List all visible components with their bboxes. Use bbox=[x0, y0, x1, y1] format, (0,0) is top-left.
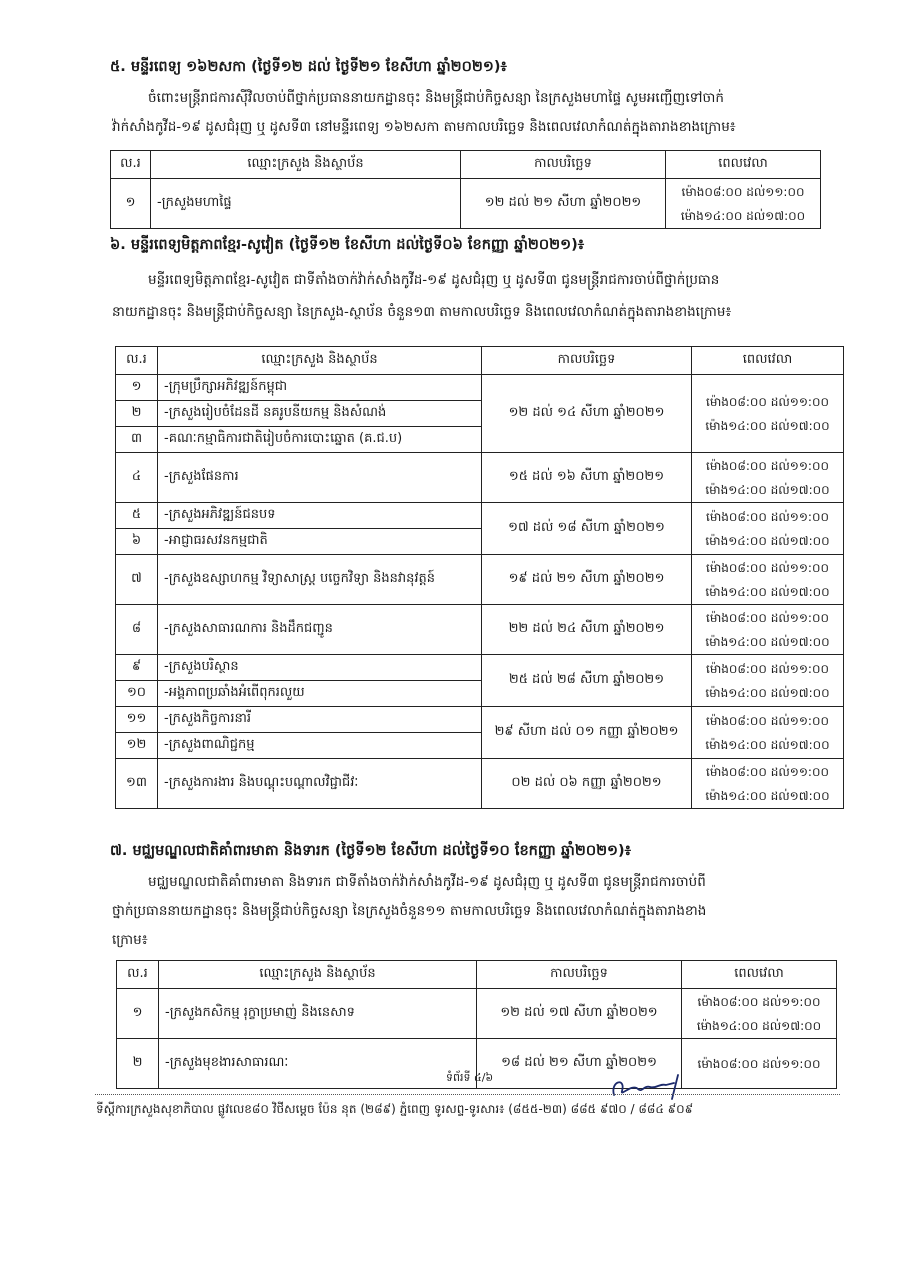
header-no: ល.រ bbox=[117, 961, 159, 989]
institution-name: -ក្រសួងកិច្ចការនារី bbox=[158, 707, 482, 733]
vaccination-time bbox=[692, 605, 844, 655]
section-7-table bbox=[116, 960, 837, 1089]
page-number: ទំព័រទី ៤/៦ bbox=[446, 1071, 494, 1084]
table-row bbox=[117, 989, 837, 1039]
footer-divider bbox=[95, 1094, 840, 1095]
header-no: ល.រ bbox=[111, 151, 151, 179]
institution-name: -ក្រសួងរៀបចំដែនដី នគរូបនីយកម្ម និងសំណង់ bbox=[158, 401, 482, 427]
vaccination-time bbox=[682, 989, 837, 1039]
time-afternoon: ម៉ោង១៤:០០ ដល់១៧:០០ bbox=[680, 208, 806, 223]
institution-name: -ក្រសួងមហាផ្ទៃ bbox=[151, 179, 461, 229]
institution-name: -ក្រសួងឧស្សាហកម្ម វិទ្យាសាស្ត្រ បច្ចេកវិទ្យា និងនវានុវត្តន៍ bbox=[158, 555, 482, 605]
time-morning: ម៉ោង០៨:០០ ដល់១១:០០ bbox=[681, 184, 805, 199]
table-header-row bbox=[111, 151, 821, 179]
table-row bbox=[116, 503, 844, 529]
vaccination-period: ១៥ ដល់ ១៦ សីហា ឆ្នាំ២០២១ bbox=[482, 453, 692, 503]
header-institution: ឈ្មោះក្រសួង និងស្ថាប័ន bbox=[158, 347, 482, 375]
signature-image bbox=[608, 1073, 688, 1101]
row-number: ៦ bbox=[116, 529, 158, 555]
vaccination-period: ១៩ ដល់ ២១ សីហា ឆ្នាំ២០២១ bbox=[482, 555, 692, 605]
row-number: ២ bbox=[116, 401, 158, 427]
vaccination-period: ២៥ ដល់ ២៨ សីហា ឆ្នាំ២០២១ bbox=[482, 655, 692, 707]
vaccination-period: ១៧ ដល់ ១៨ សីហា ឆ្នាំ២០២១ bbox=[482, 503, 692, 555]
vaccination-time bbox=[692, 453, 844, 503]
institution-name: -ក្រសួងពាណិជ្ជកម្ម bbox=[158, 733, 482, 759]
header-time: ពេលវេលា bbox=[692, 347, 844, 375]
vaccination-time bbox=[682, 1039, 837, 1089]
row-number: ១ bbox=[117, 989, 159, 1039]
row-number: ៩ bbox=[116, 655, 158, 681]
institution-name: -ក្រសួងអភិវឌ្ឍន៍ជនបទ bbox=[158, 503, 482, 529]
section-5-heading: ៥. មន្ទីរពេទ្យ ១៦២សកា (ថ្ងៃទី១២ ដល់ ថ្ងៃទី២១ ខែសីហា ឆ្នាំ២០២១)៖ bbox=[110, 59, 507, 75]
vaccination-period: ១២ ដល់ ១៤ សីហា ឆ្នាំ២០២១ bbox=[482, 375, 692, 453]
row-number: ៤ bbox=[116, 453, 158, 503]
table-row bbox=[116, 453, 844, 503]
footer-address: ទីស្តីការក្រសួងសុខាភិបាល ផ្លូវលេខ៨០ វិថីសម្តេច ប៉ែន នុត (២៨៩) ភ្នំពេញ ទូរសព្ទ-ទូរសារ៖ (៨៥៥-២៣) ៨៨៥ ៩៧០ / ៨៨៤ ៩០៩ bbox=[96, 1102, 694, 1116]
section-5-table bbox=[110, 150, 821, 229]
header-time: ពេលវេលា bbox=[666, 151, 821, 179]
table-row bbox=[116, 375, 844, 401]
vaccination-period: ០២ ដល់ ០៦ កញ្ញា ឆ្នាំ២០២១ bbox=[482, 759, 692, 809]
row-number: ១១ bbox=[116, 707, 158, 733]
time-afternoon: ម៉ោង១៤:០០ ដល់១៧:០០ bbox=[696, 1018, 822, 1033]
table-row bbox=[116, 555, 844, 605]
vaccination-period: ២៩ សីហា ដល់ ០១ កញ្ញា ឆ្នាំ២០២១ bbox=[482, 707, 692, 759]
time-morning: ម៉ោង០៨:០០ ដល់១១:០០ bbox=[706, 661, 829, 676]
row-number: ៣ bbox=[116, 427, 158, 453]
row-number: ១ bbox=[111, 179, 151, 229]
header-no: ល.រ bbox=[116, 347, 158, 375]
vaccination-time bbox=[692, 503, 844, 555]
institution-name: -អាជ្ញាធរសវនកម្មជាតិ bbox=[158, 529, 482, 555]
row-number: ២ bbox=[117, 1039, 159, 1089]
time-morning: ម៉ោង០៨:០០ ដល់១១:០០ bbox=[706, 713, 829, 728]
institution-name: -ក្រសួងសាធារណការ និងដឹកជញ្ជូន bbox=[158, 605, 482, 655]
header-institution: ឈ្មោះក្រសួង និងស្ថាប័ន bbox=[159, 961, 477, 989]
row-number: ១០ bbox=[116, 681, 158, 707]
time-morning: ម៉ោង០៨:០០ ដល់១១:០០ bbox=[706, 560, 829, 575]
row-number: ៥ bbox=[116, 503, 158, 529]
time-afternoon: ម៉ោង១៤:០០ ដល់១៧:០០ bbox=[705, 584, 830, 599]
row-number: ១៣ bbox=[116, 759, 158, 809]
institution-name: -ក្រសួងមុខងារសាធារណៈ bbox=[159, 1039, 477, 1089]
section-7-intro-line2: ថ្នាក់ប្រធាននាយកដ្ឋានចុះ និងមន្ត្រីជាប់កិច្ចសន្យា នៃក្រសួងចំនួន១១ តាមកាលបរិច្ឆេទ និងពេលវេលាកំណត់ក្នុងតារាងខាង bbox=[112, 903, 707, 919]
time-afternoon: ម៉ោង១៤:០០ ដល់១៧:០០ bbox=[705, 533, 830, 548]
institution-name: -ក្រសួងកសិកម្ម រុក្ខាប្រមាញ់ និងនេសាទ bbox=[159, 989, 477, 1039]
institution-name: -អង្គភាពប្រឆាំងអំពើពុករលួយ bbox=[158, 681, 482, 707]
vaccination-period: ១២ ដល់ ១៧ សីហា ឆ្នាំ២០២១ bbox=[477, 989, 682, 1039]
row-number: ១២ bbox=[116, 733, 158, 759]
vaccination-time bbox=[666, 179, 821, 229]
time-morning: ម៉ោង០៨:០០ ដល់១១:០០ bbox=[706, 458, 829, 473]
institution-name: -ក្រសួងការងារ និងបណ្តុះបណ្តាលវិជ្ជាជីវៈ bbox=[158, 759, 482, 809]
section-7-heading: ៧. មជ្ឈមណ្ឌលជាតិគាំពារមាតា និងទារក (ថ្ងៃទី១២ ខែសីហា ដល់ថ្ងៃទី១០ ខែកញ្ញា ឆ្នាំ២០២១)៖ bbox=[110, 843, 632, 859]
vaccination-time bbox=[692, 759, 844, 809]
time-afternoon: ម៉ោង១៤:០០ ដល់១៧:០០ bbox=[705, 737, 830, 752]
section-5-intro-line2: វ៉ាក់សាំងកូវីដ-១៩ ដូសជំរុញ ឬ ដូសទី៣ នៅមន្ទីរពេទ្យ ១៦២សកា តាមកាលបរិច្ឆេទ និងពេលវេលាកំណត់ក្នុងតារាងខាងក្រោម៖ bbox=[112, 119, 736, 135]
vaccination-time bbox=[692, 707, 844, 759]
time-afternoon: ម៉ោង១៤:០០ ដល់១៧:០០ bbox=[705, 482, 830, 497]
header-date: កាលបរិច្ឆេទ bbox=[461, 151, 666, 179]
time-afternoon: ម៉ោង១៤:០០ ដល់១៧:០០ bbox=[705, 788, 830, 803]
vaccination-period: ១២ ដល់ ២១ សីហា ឆ្នាំ២០២១ bbox=[461, 179, 666, 229]
table-header-row bbox=[117, 961, 837, 989]
time-morning: ម៉ោង០៨:០០ ដល់១១:០០ bbox=[697, 1056, 821, 1071]
section-6-intro-line2: នាយកដ្ឋានចុះ និងមន្ត្រីជាប់កិច្ចសន្យា នៃក្រសួង-ស្ថាប័ន ចំនួន១៣ តាមកាលបរិច្ឆេទ និងពេលវេលាកំណត់ក្នុងតារាងខាងក្រោម៖ bbox=[112, 304, 732, 320]
institution-name: -ក្រុមប្រឹក្សាអភិវឌ្ឍន៍កម្ពុជា bbox=[158, 375, 482, 401]
row-number: ៨ bbox=[116, 605, 158, 655]
table-row bbox=[111, 179, 821, 229]
institution-name: -គណៈកម្មាធិការជាតិរៀបចំការបោះឆ្នោត (គ.ជ.ប) bbox=[158, 427, 482, 453]
vaccination-period: ១៨ ដល់ ២១ សីហា ឆ្នាំ២០២១ bbox=[477, 1039, 682, 1089]
table-row bbox=[116, 605, 844, 655]
institution-name: -ក្រសួងបរិស្ថាន bbox=[158, 655, 482, 681]
header-institution: ឈ្មោះក្រសួង និងស្ថាប័ន bbox=[151, 151, 461, 179]
time-afternoon: ម៉ោង១៤:០០ ដល់១៧:០០ bbox=[705, 685, 830, 700]
time-afternoon: ម៉ោង១៤:០០ ដល់១៧:០០ bbox=[705, 634, 830, 649]
time-morning: ម៉ោង០៨:០០ ដល់១១:០០ bbox=[706, 764, 829, 779]
section-6-intro-line1: មន្ទីរពេទ្យមិត្តភាពខ្មែរ-សូវៀត ជាទីតាំងចាក់វ៉ាក់សាំងកូវីដ-១៩ ដូសជំរុញ ឬ ដូសទី៣ ជូនមន្ត្រីរាជការចាប់ពីថ្នាក់ប្រធាន bbox=[148, 272, 720, 288]
section-7-intro-line1: មជ្ឈមណ្ឌលជាតិគាំពារមាតា និងទារក ជាទីតាំងចាក់វ៉ាក់សាំងកូវីដ-១៩ ដូសជំរុញ ឬ ដូសទី៣ ជូនមន្ត្រីរាជការចាប់ពី bbox=[148, 874, 706, 890]
header-date: កាលបរិច្ឆេទ bbox=[482, 347, 692, 375]
section-5-intro-line1: ចំពោះមន្ត្រីរាជការស៊ីវិលចាប់ពីថ្នាក់ប្រធាននាយកដ្ឋានចុះ និងមន្ត្រីជាប់កិច្ចសន្យា នៃក្រសួងមហាផ្ទៃ សូមអញ្ជើញទៅចាក់ bbox=[148, 90, 724, 106]
table-row bbox=[116, 655, 844, 681]
vaccination-time bbox=[692, 555, 844, 605]
vaccination-period: ២២ ដល់ ២៤ សីហា ឆ្នាំ២០២១ bbox=[482, 605, 692, 655]
table-row bbox=[116, 759, 844, 809]
table-header-row bbox=[116, 347, 844, 375]
table-row bbox=[116, 707, 844, 733]
header-date: កាលបរិច្ឆេទ bbox=[477, 961, 682, 989]
section-7-intro-line3: ក្រោម៖ bbox=[112, 932, 148, 948]
time-afternoon: ម៉ោង១៤:០០ ដល់១៧:០០ bbox=[705, 418, 830, 433]
row-number: ១ bbox=[116, 375, 158, 401]
section-6-table bbox=[115, 346, 844, 809]
section-6-heading: ៦. មន្ទីរពេទ្យមិត្តភាពខ្មែរ-សូវៀត (ថ្ងៃទី១២ ខែសីហា ដល់ថ្ងៃទី០៦ ខែកញ្ញា ឆ្នាំ២០២១)៖ bbox=[110, 237, 585, 253]
row-number: ៧ bbox=[116, 555, 158, 605]
vaccination-time bbox=[692, 655, 844, 707]
time-morning: ម៉ោង០៨:០០ ដល់១១:០០ bbox=[706, 394, 829, 409]
time-morning: ម៉ោង០៨:០០ ដល់១១:០០ bbox=[697, 994, 821, 1009]
vaccination-time bbox=[692, 375, 844, 453]
institution-name: -ក្រសួងផែនការ bbox=[158, 453, 482, 503]
time-morning: ម៉ោង០៨:០០ ដល់១១:០០ bbox=[706, 509, 829, 524]
header-time: ពេលវេលា bbox=[682, 961, 837, 989]
time-morning: ម៉ោង០៨:០០ ដល់១១:០០ bbox=[706, 610, 829, 625]
